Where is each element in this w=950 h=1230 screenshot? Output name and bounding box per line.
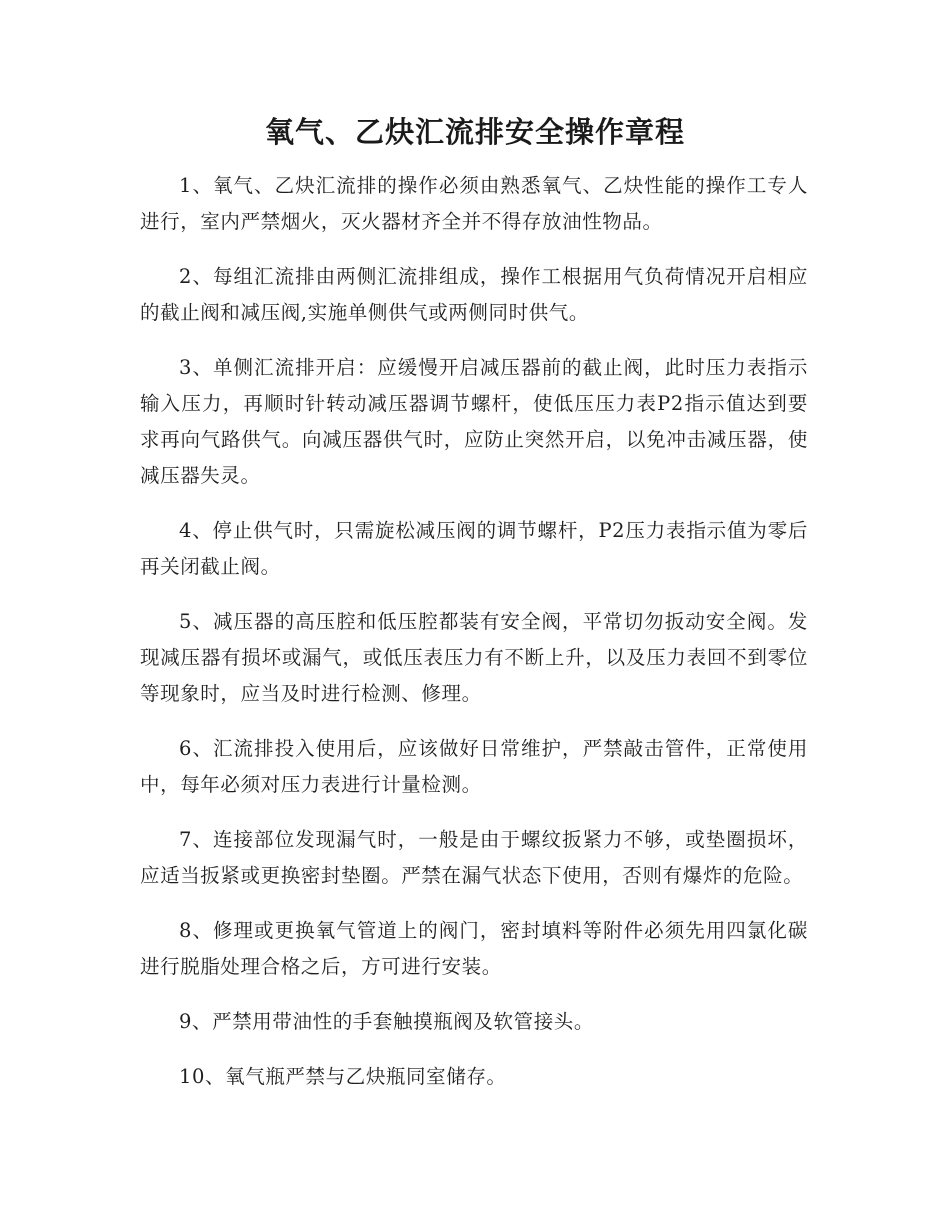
paragraph-8: 8、修理或更换氧气管道上的阀门，密封填料等附件必须先用四氯化碳进行脱脂处理合格之后，方可进行安装。 <box>140 919 808 978</box>
paragraph-1: 1、氧气、乙炔汇流排的操作必须由熟悉氧气、乙炔性能的操作工专人进行，室内严禁烟火，灭火器材齐全并不得存放油性物品。 <box>140 174 808 233</box>
paragraph-2: 2、每组汇流排由两侧汇流排组成，操作工根据用气负荷情况开启相应的截止阀和减压阀,实施单侧供气或两侧同时供气。 <box>140 265 808 324</box>
document-body <box>140 168 808 1114</box>
paragraph-5: 5、减压器的高压腔和低压腔都装有安全阀，平常切勿扳动安全阀。发现减压器有损坏或漏气，或低压表压力有不断上升，以及压力表回不到零位等现象时，应当及时进行检测、修理。 <box>140 610 808 705</box>
paragraph-10: 10、氧气瓶严禁与乙炔瓶同室储存。 <box>179 1065 507 1088</box>
paragraph-7: 7、连接部位发现漏气时，一般是由于螺纹扳紧力不够，或垫圈损坏，应适当扳紧或更换密封垫圈。严禁在漏气状态下使用，否则有爆炸的危险。 <box>140 828 808 887</box>
paragraph-4: 4、停止供气时，只需旋松减压阀的调节螺杆，P2压力表指示值为零后再关闭截止阀。 <box>140 519 808 578</box>
paragraph-3: 3、单侧汇流排开启：应缓慢开启减压器前的截止阀，此时压力表指示输入压力，再顺时针转动减压器调节螺杆，使低压压力表P2指示值达到要求再向气路供气。向减压器供气时，应防止突然开启，以免冲击减压器，使减压器失灵。 <box>140 356 808 487</box>
document-title: 氧气、乙炔汇流排安全操作章程 <box>264 115 685 149</box>
paragraph-9: 9、严禁用带油性的手套触摸瓶阀及软管接头。 <box>179 1010 595 1033</box>
paragraph-6: 6、汇流排投入使用后，应该做好日常维护，严禁敲击管件，正常使用中，每年必须对压力表进行计量检测。 <box>140 737 808 796</box>
